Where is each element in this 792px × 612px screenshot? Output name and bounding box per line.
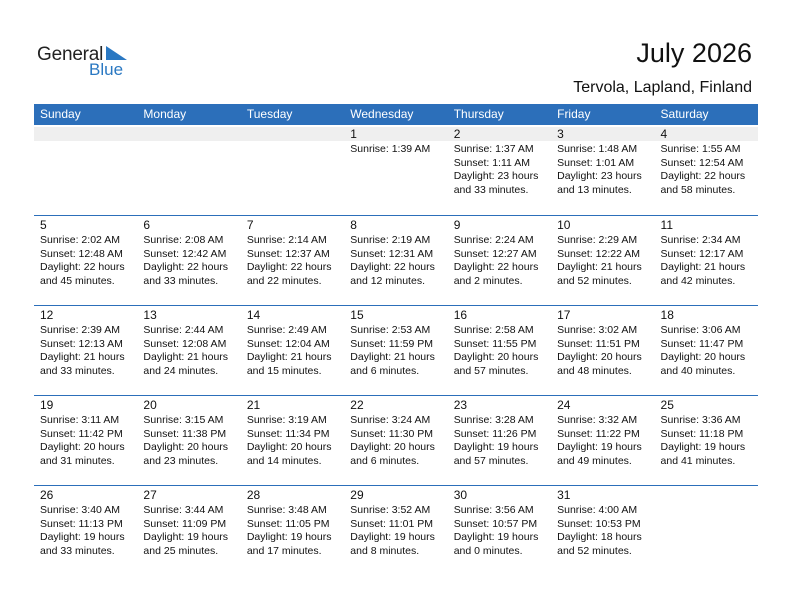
sun-info-line: Sunset: 10:53 PM [557, 517, 641, 530]
sun-info-line: and 24 minutes. [143, 364, 219, 377]
day-number: 26 [40, 488, 54, 502]
day-number: 13 [143, 308, 157, 322]
day-cell [137, 125, 240, 215]
weeks-container [34, 125, 758, 575]
sun-info-line: Daylight: 22 hours [40, 261, 125, 273]
sun-info-line: Sunrise: 2:29 AM [557, 234, 638, 246]
sun-info-line: Sunrise: 3:15 AM [143, 414, 224, 426]
sun-info-line: Daylight: 23 hours [557, 170, 642, 182]
day-cell [448, 486, 551, 575]
day-number: 14 [246, 308, 261, 322]
sun-info-line: Sunrise: 1:37 AM [453, 143, 534, 155]
day-number: 28 [246, 488, 261, 502]
sun-info-line: and 45 minutes. [40, 274, 115, 287]
weekday-header-row [34, 104, 758, 125]
sun-info-line: Daylight: 22 hours [246, 261, 332, 273]
sun-info-line: Sunrise: 2:19 AM [350, 234, 431, 246]
sun-info-line: and 14 minutes. [246, 454, 322, 467]
sun-info-line: Sunrise: 3:11 AM [40, 414, 120, 426]
weekday-header: Friday [557, 107, 591, 121]
sun-info-line: and 23 minutes. [143, 454, 219, 467]
day-number [34, 127, 137, 141]
sun-info-line: Daylight: 19 hours [40, 531, 125, 543]
day-cell [241, 306, 344, 395]
sun-info-line: and 6 minutes. [350, 364, 420, 377]
day-cell [344, 306, 447, 395]
day-number: 30 [453, 488, 468, 502]
sun-info-line: and 25 minutes. [143, 544, 219, 557]
day-cell [655, 396, 758, 485]
sun-info-line: Daylight: 23 hours [453, 170, 539, 182]
weekday-header: Saturday [660, 107, 709, 121]
day-number: 27 [143, 488, 157, 502]
sun-info-line: Daylight: 20 hours [246, 441, 332, 453]
day-cell [137, 216, 240, 305]
day-cell [448, 396, 551, 485]
sun-info-line: Daylight: 22 hours [453, 261, 539, 273]
sun-info-line: Daylight: 21 hours [557, 261, 642, 273]
day-number: 25 [660, 398, 674, 412]
sun-info-line: Daylight: 20 hours [350, 441, 435, 453]
sun-info-line: Daylight: 21 hours [350, 351, 435, 363]
day-number: 3 [551, 127, 654, 141]
weekday-header: Wednesday [350, 107, 414, 121]
sun-info-line: Sunrise: 2:39 AM [40, 324, 120, 336]
day-number: 16 [453, 308, 468, 322]
day-cell [241, 125, 344, 215]
week-row [34, 395, 758, 485]
sun-info-line: Daylight: 20 hours [660, 351, 746, 363]
sun-info-line: Daylight: 20 hours [40, 441, 125, 453]
sun-info-line: Daylight: 20 hours [143, 441, 229, 453]
day-cell [448, 125, 551, 215]
sun-info-line: Sunset: 11:05 PM [246, 517, 330, 530]
sun-info-line: Sunset: 11:38 PM [143, 427, 227, 440]
day-cell [34, 125, 137, 215]
sun-info-line: and 17 minutes. [246, 544, 322, 557]
sun-info-line: Sunset: 12:04 AM [246, 337, 330, 350]
sun-info-line: Daylight: 22 hours [143, 261, 229, 273]
day-cell [344, 486, 447, 575]
day-number: 8 [350, 218, 357, 232]
weekday-header: Monday [143, 107, 187, 121]
sun-info-line: Sunrise: 3:40 AM [40, 504, 120, 516]
sun-info-line: Sunset: 11:47 PM [660, 337, 744, 350]
sun-info-line: and 57 minutes. [453, 364, 529, 377]
sun-info-line: Daylight: 21 hours [246, 351, 332, 363]
day-cell [448, 216, 551, 305]
weekday-header: Tuesday [246, 107, 293, 121]
sun-info-line: and 6 minutes. [350, 454, 420, 467]
sun-info-line: Sunrise: 2:53 AM [350, 324, 431, 336]
weekday-header: Thursday [453, 107, 504, 121]
sun-info-line: and 13 minutes. [557, 183, 632, 196]
sun-info-line: and 33 minutes. [40, 544, 115, 557]
sun-info-line: Sunset: 1:11 AM [453, 156, 530, 169]
day-cell [241, 486, 344, 575]
weekday-header: Sunday [40, 107, 81, 121]
sun-info-line: Daylight: 21 hours [143, 351, 229, 363]
sun-info-line: Sunset: 11:22 PM [557, 427, 640, 440]
day-cell [241, 396, 344, 485]
day-number: 23 [453, 398, 468, 412]
day-cell [344, 125, 447, 215]
sun-info-line: Sunset: 12:17 AM [660, 247, 744, 260]
sun-info-line: and 58 minutes. [660, 183, 736, 196]
day-number: 15 [350, 308, 364, 322]
sun-info-line: Daylight: 21 hours [660, 261, 746, 273]
sun-info-line: and 0 minutes. [453, 544, 523, 557]
day-cell [655, 486, 758, 575]
sun-info-line: Sunset: 12:31 AM [350, 247, 434, 260]
sun-info-line: Sunset: 12:22 AM [557, 247, 640, 260]
day-number: 9 [453, 218, 461, 232]
day-number: 1 [344, 127, 447, 141]
sun-info-line: Daylight: 22 hours [660, 170, 746, 182]
sun-info-line: Sunset: 11:42 PM [40, 427, 123, 440]
sun-info-line: and 52 minutes. [557, 274, 632, 287]
day-number: 21 [246, 398, 261, 412]
sun-info-line: and 41 minutes. [660, 454, 736, 467]
day-cell [551, 216, 654, 305]
day-cell [655, 125, 758, 215]
day-cell [137, 306, 240, 395]
sun-info-line: Sunset: 11:09 PM [143, 517, 227, 530]
sun-info-line: Sunrise: 3:24 AM [350, 414, 431, 426]
sun-info-line: and 15 minutes. [246, 364, 322, 377]
sun-info-line: Sunset: 11:59 PM [350, 337, 433, 350]
sun-info-line: Daylight: 21 hours [40, 351, 125, 363]
day-number: 20 [143, 398, 157, 412]
sun-info-line: and 8 minutes. [350, 544, 420, 557]
sun-info-line: and 33 minutes. [453, 183, 529, 196]
sun-info-line: Sunrise: 2:14 AM [246, 234, 327, 246]
sun-info-line: Sunrise: 1:39 AM [350, 143, 431, 155]
sun-info-line: Daylight: 19 hours [453, 531, 539, 543]
sun-info-line: Sunset: 11:13 PM [40, 517, 123, 530]
sun-info-line: Daylight: 19 hours [143, 531, 229, 543]
sun-info-line: Sunrise: 3:36 AM [660, 414, 741, 426]
day-cell [551, 306, 654, 395]
sun-info-line: Daylight: 19 hours [660, 441, 746, 453]
sun-info-line: Sunset: 10:57 PM [453, 517, 538, 530]
day-number: 17 [557, 308, 571, 322]
sun-info-line: Sunset: 12:54 AM [660, 156, 744, 169]
sun-info-line: Sunset: 12:27 AM [453, 247, 537, 260]
sun-info-line: Sunrise: 3:48 AM [246, 504, 327, 516]
location-subtitle: Tervola, Lapland, Finland [573, 79, 752, 96]
sun-info-line: Daylight: 20 hours [557, 351, 642, 363]
sun-info-line: Sunrise: 2:44 AM [143, 324, 224, 336]
sun-info-line: and 33 minutes. [143, 274, 219, 287]
week-row [34, 125, 758, 215]
sun-info-line: Daylight: 19 hours [246, 531, 332, 543]
sun-info-line: Sunset: 11:30 PM [350, 427, 433, 440]
sun-info-line: Sunset: 11:18 PM [660, 427, 744, 440]
sun-info-line: and 48 minutes. [557, 364, 632, 377]
sun-info-line: Sunrise: 1:55 AM [660, 143, 741, 155]
day-cell [448, 306, 551, 395]
sun-info-line: and 57 minutes. [453, 454, 529, 467]
day-cell [34, 396, 137, 485]
sun-info-line: and 22 minutes. [246, 274, 322, 287]
page-title: July 2026 [636, 38, 752, 68]
day-number: 19 [40, 398, 54, 412]
day-number: 18 [660, 308, 674, 322]
day-cell [551, 125, 654, 215]
day-cell [34, 486, 137, 575]
day-cell [34, 306, 137, 395]
sun-info-line: Sunrise: 2:08 AM [143, 234, 224, 246]
sun-info-line: and 12 minutes. [350, 274, 425, 287]
day-number [655, 488, 758, 502]
day-number: 11 [660, 218, 673, 232]
day-cell [344, 216, 447, 305]
day-cell [655, 216, 758, 305]
week-row [34, 305, 758, 395]
sun-info-line: Sunset: 12:08 AM [143, 337, 227, 350]
sun-info-line: Daylight: 19 hours [557, 441, 642, 453]
sun-info-line: and 42 minutes. [660, 274, 736, 287]
sun-info-line: Sunrise: 1:48 AM [557, 143, 638, 155]
logo-blue-text: Blue [89, 60, 124, 79]
sun-info-line: Sunrise: 2:34 AM [660, 234, 741, 246]
day-cell [241, 216, 344, 305]
day-number: 29 [350, 488, 364, 502]
sun-info-line: Daylight: 19 hours [350, 531, 435, 543]
sun-info-line: Sunset: 12:48 AM [40, 247, 123, 260]
sun-info-line: and 33 minutes. [40, 364, 115, 377]
sun-info-line: and 31 minutes. [40, 454, 115, 467]
sun-info-line: Sunrise: 3:52 AM [350, 504, 431, 516]
day-number: 24 [557, 398, 571, 412]
day-number [241, 127, 344, 141]
logo-general-text: General [37, 44, 104, 65]
sun-info-line: Sunrise: 2:24 AM [453, 234, 534, 246]
sun-info-line: Sunrise: 4:00 AM [557, 504, 638, 516]
sun-info-line: Sunset: 12:37 AM [246, 247, 330, 260]
sun-info-line: and 52 minutes. [557, 544, 632, 557]
day-number: 7 [246, 218, 254, 232]
sun-info-line: Sunrise: 3:44 AM [143, 504, 224, 516]
week-row [34, 485, 758, 575]
day-cell [551, 486, 654, 575]
day-number: 5 [40, 218, 47, 232]
day-number: 31 [557, 488, 571, 502]
sun-info-line: and 49 minutes. [557, 454, 632, 467]
day-cell [344, 396, 447, 485]
sun-info-line: and 40 minutes. [660, 364, 736, 377]
sun-info-line: Sunrise: 2:02 AM [40, 234, 120, 246]
sun-info-line: Sunset: 11:34 PM [246, 427, 330, 440]
day-number: 4 [655, 127, 758, 141]
sun-info-line: Sunrise: 3:28 AM [453, 414, 534, 426]
day-cell [551, 396, 654, 485]
sun-info-line: Sunrise: 2:49 AM [246, 324, 327, 336]
sun-info-line: Daylight: 22 hours [350, 261, 435, 273]
day-number: 22 [350, 398, 364, 412]
day-cell [655, 306, 758, 395]
day-cell [34, 216, 137, 305]
sun-info-line: Sunrise: 3:06 AM [660, 324, 741, 336]
sun-info-line: Sunset: 11:01 PM [350, 517, 433, 530]
logo [37, 44, 137, 80]
sun-info-line: Sunrise: 3:32 AM [557, 414, 638, 426]
day-number: 10 [557, 218, 571, 232]
sun-info-line: Sunrise: 3:19 AM [246, 414, 327, 426]
sun-info-line: Sunrise: 3:56 AM [453, 504, 534, 516]
sun-info-line: Sunset: 11:26 PM [453, 427, 537, 440]
sun-info-line: Sunset: 12:13 AM [40, 337, 123, 350]
day-number: 12 [40, 308, 54, 322]
day-number [137, 127, 240, 141]
week-row [34, 215, 758, 305]
day-cell [137, 396, 240, 485]
sun-info-line: Daylight: 20 hours [453, 351, 539, 363]
day-number: 6 [143, 218, 151, 232]
sun-info-line: Daylight: 18 hours [557, 531, 642, 543]
day-number: 2 [448, 127, 551, 141]
sun-info-line: Daylight: 19 hours [453, 441, 539, 453]
sun-info-line: Sunset: 1:01 AM [557, 156, 635, 169]
sun-info-line: Sunrise: 3:02 AM [557, 324, 638, 336]
sun-info-line: Sunset: 11:51 PM [557, 337, 640, 350]
sun-info-line: and 2 minutes. [453, 274, 523, 287]
day-cell [137, 486, 240, 575]
calendar-grid [34, 104, 758, 575]
sun-info-line: Sunset: 11:55 PM [453, 337, 537, 350]
sun-info-line: Sunrise: 2:58 AM [453, 324, 534, 336]
sun-info-line: Sunset: 12:42 AM [143, 247, 227, 260]
